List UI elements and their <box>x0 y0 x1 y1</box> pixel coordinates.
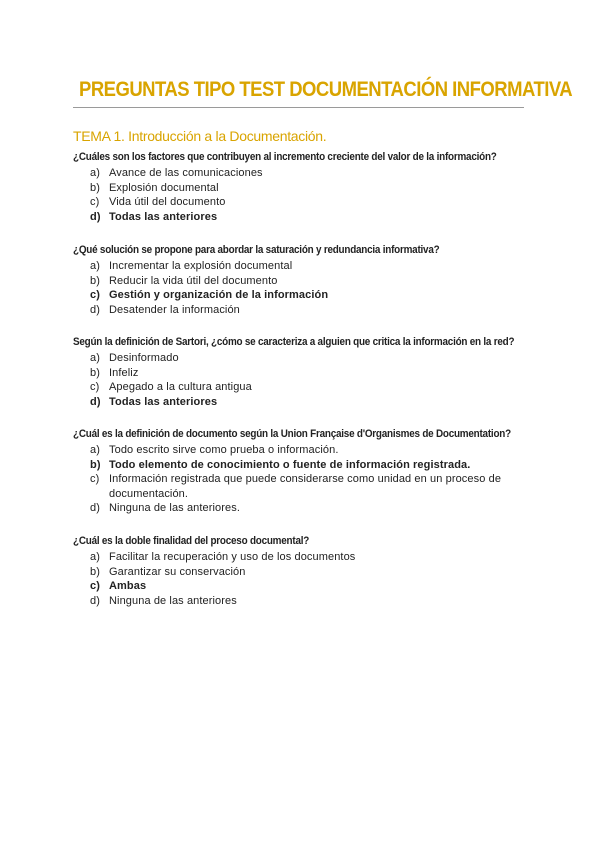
answer-letter: b) <box>90 565 100 578</box>
answer-option <box>73 181 529 196</box>
answer-text: Todas las anteriores <box>109 210 218 223</box>
answer-text: Información registrada que puede considerarse como unidad en un proceso de documentación. <box>109 473 502 500</box>
question-4 <box>73 428 533 516</box>
answer-letter: d) <box>90 502 100 515</box>
answer-list <box>73 550 533 608</box>
question-5 <box>73 535 533 608</box>
answer-option <box>73 166 529 181</box>
answer-text: Explosión documental <box>109 181 219 194</box>
answer-option <box>73 351 529 366</box>
answer-letter: d) <box>90 395 101 408</box>
answer-text: Vida útil del documento <box>109 196 226 209</box>
answer-list <box>73 166 533 224</box>
answer-option <box>73 380 529 395</box>
answer-option <box>73 472 529 501</box>
question-1 <box>73 151 533 224</box>
answer-option <box>73 395 529 410</box>
question-text: ¿Cuáles son los factores que contribuyen al incremento creciente del valor de la información? <box>73 151 497 163</box>
answer-letter: a) <box>90 260 100 272</box>
question-text: ¿Qué solución se propone para abordar la saturación y redundancia informativa? <box>73 244 440 256</box>
answer-letter: a) <box>90 167 100 179</box>
answer-option <box>73 288 529 303</box>
answer-option <box>73 195 529 210</box>
answer-letter: b) <box>90 181 100 194</box>
answer-text: Facilitar la recuperación y uso de los documentos <box>109 551 356 563</box>
answer-text: Desinformado <box>109 352 179 364</box>
answer-letter: c) <box>90 381 100 394</box>
answer-option <box>73 565 529 580</box>
answer-text: Infeliz <box>109 366 139 379</box>
answer-list <box>73 443 533 516</box>
answer-text: Avance de las comunicaciones <box>109 167 263 179</box>
question-text: ¿Cuál es la definición de documento según la Union Française d'Organismes de Documentation? <box>73 428 511 440</box>
answer-list <box>73 259 533 317</box>
question-2 <box>73 244 533 317</box>
answer-text: Todo elemento de conocimiento o fuente de información registrada. <box>109 458 471 471</box>
answer-letter: a) <box>90 352 100 364</box>
question-text: ¿Cuál es la doble finalidad del proceso documental? <box>73 535 310 547</box>
answer-letter: a) <box>90 551 100 563</box>
answer-text: Ninguna de las anteriores. <box>109 502 241 515</box>
answer-letter: d) <box>90 303 100 316</box>
answer-option <box>73 210 529 225</box>
answer-option <box>73 259 529 274</box>
answer-option <box>73 501 529 516</box>
answer-letter: c) <box>90 580 100 593</box>
answer-letter: b) <box>90 366 100 379</box>
answer-text: Incrementar la explosión documental <box>109 260 293 272</box>
answer-text: Garantizar su conservación <box>109 565 246 578</box>
section-heading: TEMA 1. Introducción a la Documentación. <box>73 128 327 144</box>
answer-letter: b) <box>90 458 101 471</box>
answer-list <box>73 351 533 409</box>
answer-option <box>73 366 529 381</box>
answer-text: Gestión y organización de la información <box>109 289 329 302</box>
answer-letter: c) <box>90 196 100 209</box>
question-3 <box>73 336 533 409</box>
answer-letter: d) <box>90 210 101 223</box>
answer-text: Desatender la información <box>109 303 240 316</box>
answer-letter: c) <box>90 289 100 302</box>
answer-text: Todo escrito sirve como prueba o información. <box>109 444 339 456</box>
answer-text: Ambas <box>109 580 147 593</box>
answer-option <box>73 550 529 565</box>
title-divider <box>73 107 524 108</box>
answer-option <box>73 458 529 473</box>
answer-text: Todas las anteriores <box>109 395 218 408</box>
answer-letter: b) <box>90 274 100 287</box>
answer-option <box>73 274 529 289</box>
answer-letter: d) <box>90 594 100 607</box>
answer-text: Apegado a la cultura antigua <box>109 381 252 394</box>
answer-option <box>73 303 529 318</box>
answer-text: Reducir la vida útil del documento <box>109 274 278 287</box>
answer-option <box>73 579 529 594</box>
answer-letter: c) <box>90 473 100 486</box>
page-title: PREGUNTAS TIPO TEST DOCUMENTACIÓN INFORMATIVA <box>79 77 573 101</box>
answer-option <box>73 443 529 458</box>
answer-option <box>73 594 529 609</box>
question-text: Según la definición de Sartori, ¿cómo se caracteriza a alguien que critica la información en la red? <box>73 336 515 348</box>
answer-text: Ninguna de las anteriores <box>109 594 237 607</box>
answer-letter: a) <box>90 444 100 456</box>
